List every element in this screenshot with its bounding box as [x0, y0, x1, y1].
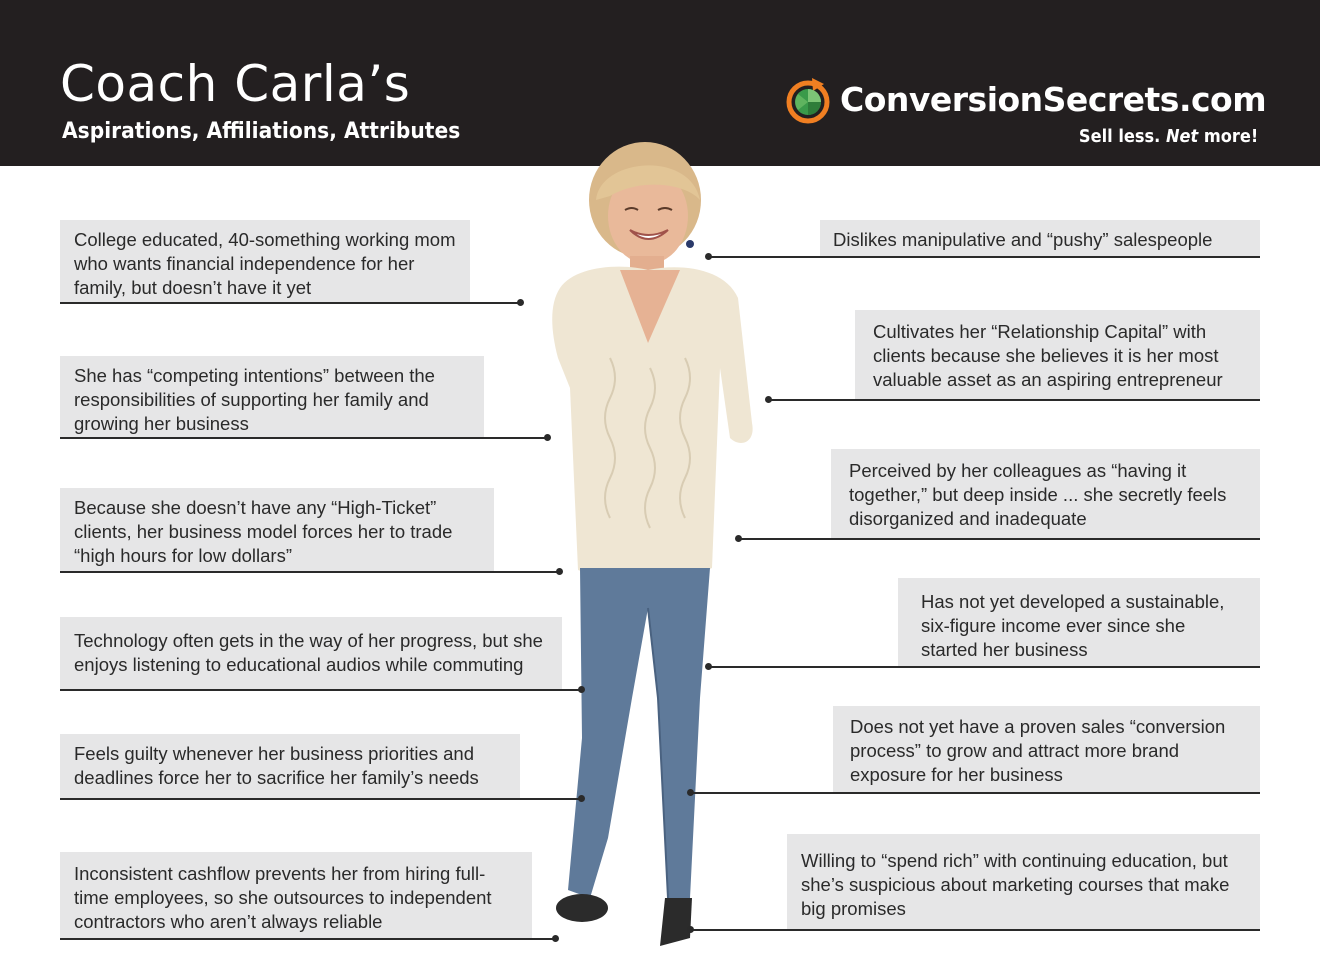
conversion-logo-icon — [786, 74, 832, 124]
left-leader-dot-2 — [544, 434, 551, 441]
left-leader-1 — [470, 302, 520, 304]
left-leader-dot-6 — [552, 935, 559, 942]
right-leader-2 — [770, 399, 855, 401]
left-leader-2 — [484, 437, 546, 439]
left-leader-dot-3 — [556, 568, 563, 575]
right-leader-5 — [692, 792, 833, 794]
left-leader-dot-1 — [517, 299, 524, 306]
right-callout-6: Willing to “spend rich” with continuing education, but she’s suspicious about marketing courses that make big promises — [787, 834, 1260, 931]
left-callout-1: College educated, 40-something working mom who wants financial independence for her family, but doesn’t have it yet — [60, 220, 470, 304]
right-callout-3: Perceived by her colleagues as “having it together,” but deep inside ... she secretly feels disorganized and inadequate — [831, 449, 1260, 540]
right-leader-dot-5 — [687, 789, 694, 796]
left-leader-dot-5 — [578, 795, 585, 802]
right-callout-4: Has not yet developed a sustainable, six-figure income ever since she started her business — [898, 578, 1260, 668]
right-leader-dot-2 — [765, 396, 772, 403]
right-leader-dot-4 — [705, 663, 712, 670]
left-callout-4: Technology often gets in the way of her progress, but she enjoys listening to educational audios while commuting — [60, 617, 562, 691]
right-callout-1: Dislikes manipulative and “pushy” salespeople — [820, 220, 1260, 258]
right-leader-dot-1 — [705, 253, 712, 260]
left-leader-3 — [494, 571, 558, 573]
brand-tagline: Sell less. Net more! — [1078, 126, 1258, 147]
brand-name: ConversionSecrets.com — [840, 80, 1267, 119]
left-leader-5 — [520, 798, 580, 800]
left-leader-dot-4 — [578, 686, 585, 693]
right-leader-1 — [710, 256, 820, 258]
page-title: Coach Carla’s — [60, 55, 411, 113]
left-leader-6 — [532, 938, 554, 940]
right-callout-2: Cultivates her “Relationship Capital” with clients because she believes it is her most valuable asset as an aspiring entrepreneur — [855, 310, 1260, 401]
right-leader-4 — [710, 666, 898, 668]
left-callout-5: Feels guilty whenever her business priorities and deadlines force her to sacrifice her family’s needs — [60, 734, 520, 800]
page-subtitle: Aspirations, Affiliations, Attributes — [62, 119, 461, 144]
woman-photo — [520, 138, 780, 956]
right-callout-5: Does not yet have a proven sales “conversion process” to grow and attract more brand exposure for her business — [833, 706, 1260, 794]
right-leader-6 — [692, 929, 787, 931]
right-leader-dot-3 — [735, 535, 742, 542]
left-callout-2: She has “competing intentions” between the responsibilities of supporting her family and growing her business — [60, 356, 484, 439]
left-callout-6: Inconsistent cashflow prevents her from hiring full-time employees, so she outsources to independent contractors who aren’t always reliable — [60, 852, 532, 940]
right-leader-3 — [740, 538, 831, 540]
left-callout-3: Because she doesn’t have any “High-Ticket” clients, her business model forces her to trade “high hours for low dollars” — [60, 488, 494, 573]
right-leader-dot-6 — [687, 926, 694, 933]
